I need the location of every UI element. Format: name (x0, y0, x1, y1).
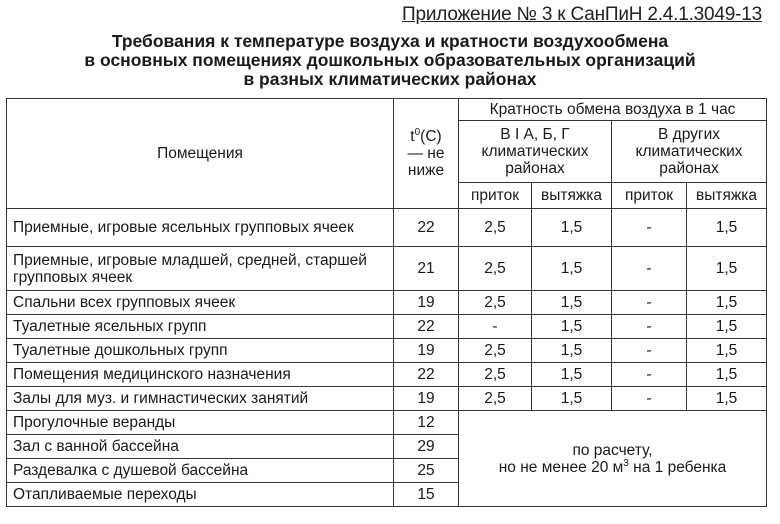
exhaust-zone2-cell: 1,5 (687, 339, 767, 363)
table-row (7, 315, 767, 339)
temperature-cell: 21 (394, 247, 459, 291)
exhaust-zone1-cell: 1,5 (532, 363, 612, 387)
temperature-cell: 19 (394, 291, 459, 315)
room-name: Приемные, игровые ясельных групповых ячеек (7, 209, 394, 247)
inflow-zone1-cell: 2,5 (459, 339, 532, 363)
exhaust-zone1-cell: 1,5 (532, 387, 612, 411)
exhaust-zone2-cell: 1,5 (687, 315, 767, 339)
inflow-zone1-cell: 2,5 (459, 387, 532, 411)
title-line-2: в основных помещениях дошкольных образовательных организаций (84, 50, 696, 70)
exhaust-zone1-cell: 1,5 (532, 315, 612, 339)
requirements-table (6, 98, 767, 507)
inflow-zone2-cell: - (612, 387, 687, 411)
exhaust-zone1-cell: 1,5 (532, 247, 612, 291)
exhaust-zone2-cell: 1,5 (687, 387, 767, 411)
title-line-3: в разных климатических районах (243, 69, 537, 89)
inflow-zone2-cell: - (612, 291, 687, 315)
room-name: Спальни всех групповых ячеек (7, 291, 394, 315)
inflow-zone2-cell: - (612, 363, 687, 387)
inflow-zone2-cell: - (612, 247, 687, 291)
header-zone-2: В других климатических районах (612, 121, 767, 183)
room-name: Приемные, игровые младшей, средней, старшей групповых ячеек (7, 247, 394, 291)
header-rooms: Помещения (7, 99, 394, 209)
temperature-cell: 12 (394, 411, 459, 435)
room-name: Помещения медицинского назначения (7, 363, 394, 387)
exhaust-zone1-cell: 1,5 (532, 209, 612, 247)
inflow-zone2-cell: - (612, 315, 687, 339)
room-name: Прогулочные веранды (7, 411, 394, 435)
inflow-zone2-cell: - (612, 339, 687, 363)
header-exhaust-1: вытяжка (532, 183, 612, 209)
exhaust-zone2-cell: 1,5 (687, 291, 767, 315)
table-row (7, 339, 767, 363)
room-name: Раздевалка с душевой бассейна (7, 459, 394, 483)
exhaust-zone2-cell: 1,5 (687, 247, 767, 291)
header-air-exchange: Кратность обмена воздуха в 1 час (459, 99, 767, 121)
calc-line-1: по расчету, (572, 441, 653, 459)
temperature-cell: 19 (394, 339, 459, 363)
document-title (0, 32, 780, 89)
inflow-zone2-cell: - (612, 209, 687, 247)
calculation-note (459, 411, 767, 507)
table-row (7, 387, 767, 411)
room-name: Залы для муз. и гимнастических занятий (7, 387, 394, 411)
exhaust-zone2-cell: 1,5 (687, 363, 767, 387)
table-row (7, 247, 767, 291)
exhaust-zone1-cell: 1,5 (532, 291, 612, 315)
inflow-zone1-cell: 2,5 (459, 209, 532, 247)
temperature-cell: 15 (394, 483, 459, 507)
appendix-reference: Приложение № 3 к СанПиН 2.4.1.3049-13 (402, 4, 762, 25)
inflow-zone1-cell: 2,5 (459, 247, 532, 291)
temperature-cell: 22 (394, 363, 459, 387)
inflow-zone1-cell: 2,5 (459, 363, 532, 387)
exhaust-zone2-cell: 1,5 (687, 209, 767, 247)
header-zone-1: В I А, Б, Г климатических районах (459, 121, 612, 183)
temperature-cell: 22 (394, 315, 459, 339)
room-name: Туалетные дошкольных групп (7, 339, 394, 363)
header-exhaust-2: вытяжка (687, 183, 767, 209)
temperature-cell: 25 (394, 459, 459, 483)
room-name: Туалетные ясельных групп (7, 315, 394, 339)
temperature-cell: 19 (394, 387, 459, 411)
temperature-cell: 22 (394, 209, 459, 247)
table-row (7, 291, 767, 315)
room-name: Зал с ванной бассейна (7, 435, 394, 459)
header-inflow-2: приток (612, 183, 687, 209)
room-name: Отапливаемые переходы (7, 483, 394, 507)
calc-line-2: но не менее 20 $м^3$ на 1 ребенка (498, 457, 727, 476)
header-row-1 (7, 99, 767, 121)
table-row (7, 411, 767, 435)
header-inflow-1: приток (459, 183, 532, 209)
title-line-1: Требования к температуре воздуха и кратности воздухообмена (111, 31, 669, 51)
table-row (7, 209, 767, 247)
inflow-zone1-cell: - (459, 315, 532, 339)
exhaust-zone1-cell: 1,5 (532, 339, 612, 363)
inflow-zone1-cell: 2,5 (459, 291, 532, 315)
temperature-cell: 29 (394, 435, 459, 459)
table-row (7, 363, 767, 387)
header-temperature: $t^0(C)$ — не ниже (394, 99, 459, 209)
